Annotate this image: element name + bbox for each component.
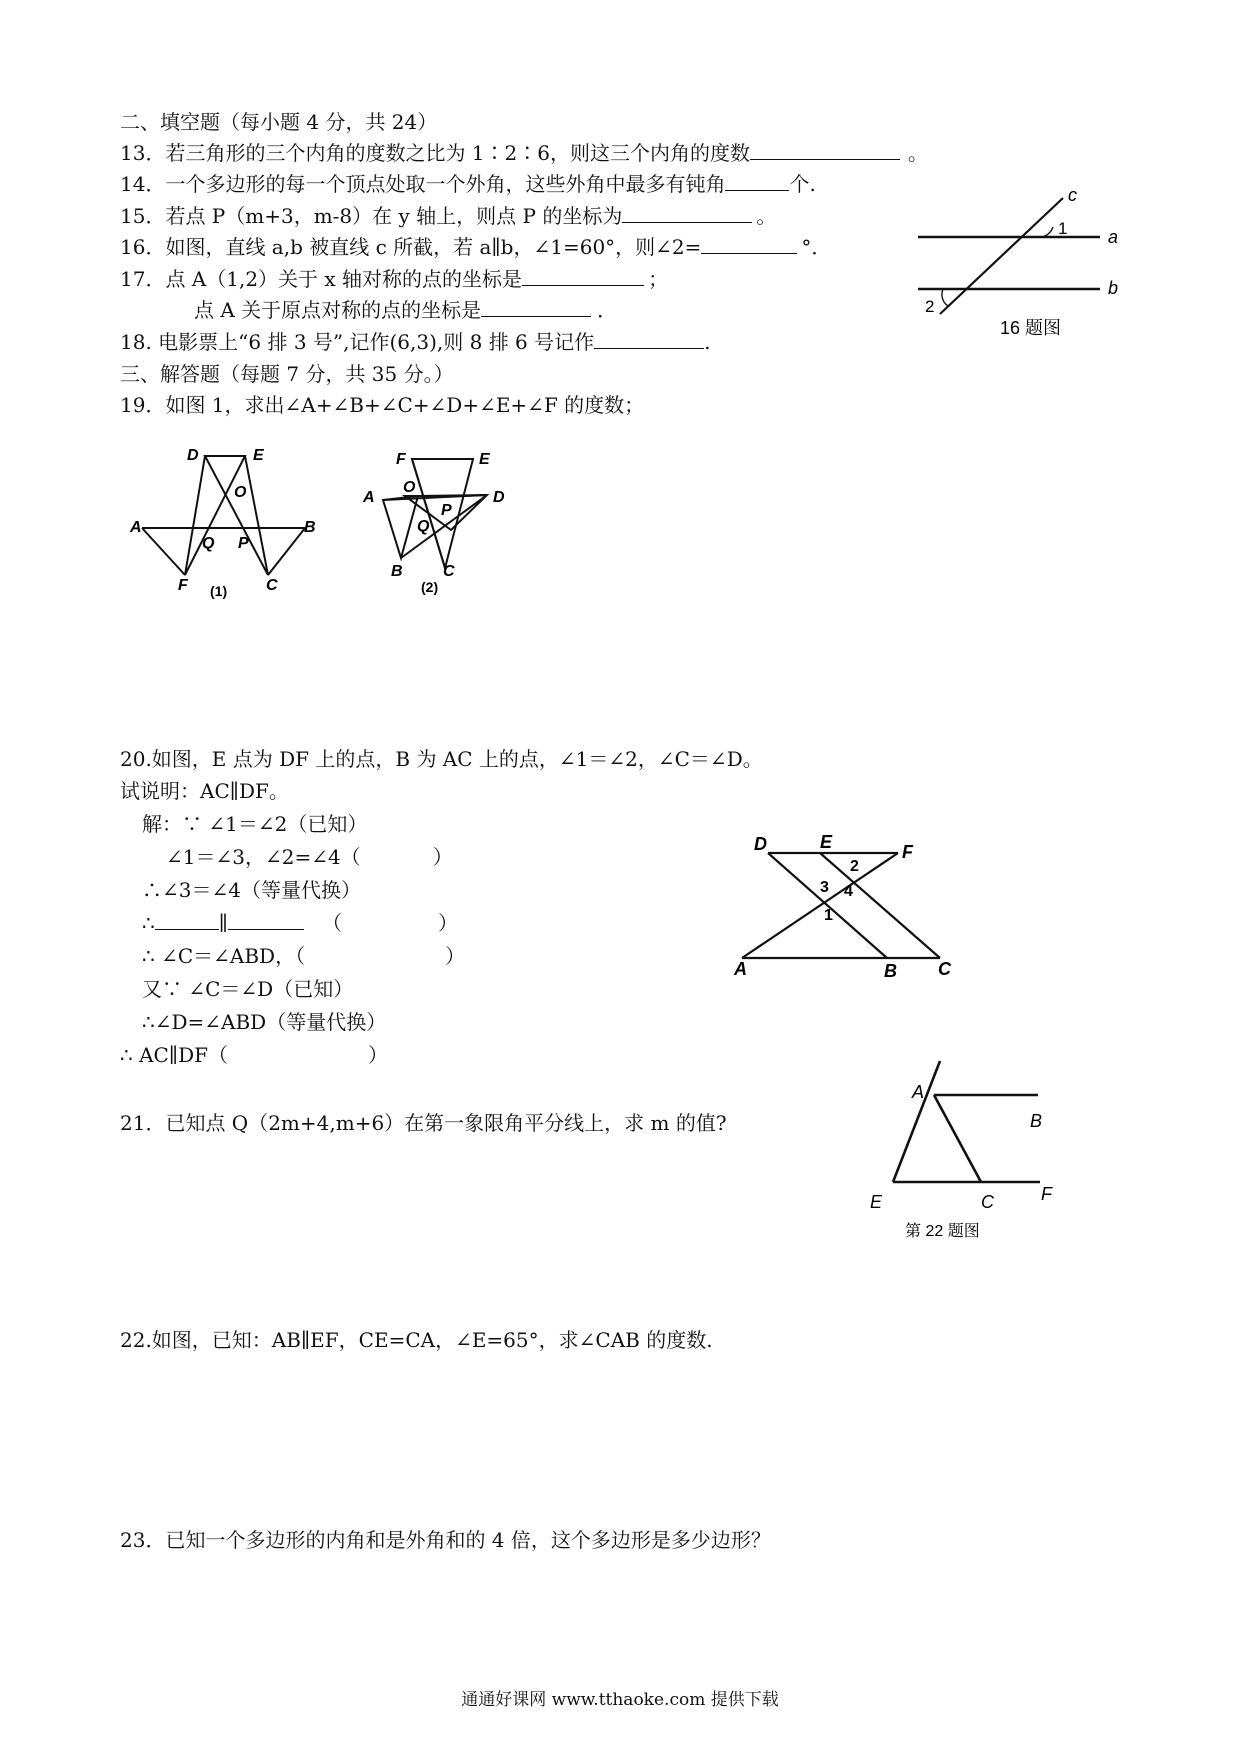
figure-19-1 (130, 440, 330, 610)
fig19-1-B: B (304, 519, 316, 536)
figure-20-svg (730, 830, 970, 980)
fig20-C: C (938, 959, 951, 979)
page-footer: 通通好课网 www.tthaoke.com 提供下载 (461, 1690, 779, 1710)
q18-blank[interactable] (594, 330, 704, 349)
q20-step8-text: ∴ AC∥DF（ (120, 1043, 228, 1067)
figure-19-2-svg (355, 440, 530, 610)
fig20-B: B (884, 961, 897, 980)
q18-text: 18. 电影票上“6 排 3 号”,记作(6,3),则 8 排 6 号记作 (120, 330, 595, 354)
q13-blank[interactable] (750, 141, 900, 160)
fig22-C: C (981, 1192, 994, 1212)
fig22-F: F (1041, 1184, 1052, 1204)
fig16-angle-1: 1 (1058, 219, 1068, 238)
q14-blank[interactable] (725, 172, 789, 191)
q18-end: . (704, 330, 711, 354)
fig16-label-a: a (1108, 227, 1119, 247)
figure-20 (730, 830, 970, 980)
q15-blank[interactable] (622, 204, 752, 223)
q16-text: 16．如图，直线 a,b 被直线 c 所截，若 a∥b，∠1=60°，则∠2= (120, 235, 702, 259)
fig19-2-D: D (493, 489, 505, 506)
fig19-2-Q: Q (417, 518, 430, 535)
question-13 (120, 140, 928, 166)
fig16-label-b: b (1108, 278, 1119, 298)
q14-end: 个. (789, 172, 816, 196)
section-2-title: 二、填空题（每小题 4 分，共 24） (120, 110, 438, 134)
question-21: 21．已知点 Q（2m+4,m+6）在第一象限角平分线上，求 m 的值? (120, 1111, 727, 1135)
figure-19-1-svg (130, 440, 330, 610)
fig16-caption: 16 题图 (1000, 318, 1062, 338)
q13-text: 13．若三角形的三个内角的度数之比为 1∶2∶6，则这三个内角的度数 (120, 141, 750, 165)
fig19-2-O: O (403, 479, 416, 496)
question-19: 19．如图 1，求出∠A+∠B+∠C+∠D+∠E+∠F 的度数； (120, 393, 645, 417)
q17b-blank[interactable] (481, 298, 591, 317)
q16-end: °． (801, 235, 832, 259)
fig20-F: F (902, 842, 913, 862)
fig19-1-A: A (130, 519, 142, 536)
fig19-2-C: C (443, 563, 455, 580)
q20-step5-text: ∴ ∠C＝∠ABD，（ (142, 944, 306, 968)
fig19-caption-2: (2) (421, 579, 439, 595)
fig19-1-Q: Q (202, 535, 215, 552)
fig19-1-F: F (178, 577, 188, 594)
q20-step2-end: ） (432, 845, 453, 869)
fig19-2-P: P (441, 502, 452, 519)
q20-step4 (142, 910, 458, 936)
q15-text: 15．若点 P（m+3，m-8）在 y 轴上，则点 P 的坐标为 (120, 204, 623, 228)
q20-step4-end: ） (437, 911, 458, 935)
fig19-1-E: E (253, 447, 264, 464)
fig20-angle-2: 2 (850, 858, 859, 875)
q20-step4-therefore: ∴ (142, 911, 155, 935)
fig16-label-c: c (1068, 190, 1077, 205)
fig22-B: B (1030, 1111, 1043, 1131)
figure-16 (900, 190, 1140, 350)
fig20-A: A (734, 959, 747, 979)
q13-end: 。 (907, 141, 928, 165)
question-23: 23．已知一个多边形的内角和是外角和的 4 倍，这个多边形是多少边形？ (120, 1528, 771, 1552)
q20-step8-end: ） (367, 1043, 388, 1067)
figure-19-2 (355, 440, 530, 610)
q20-step3: ∴∠3＝∠4（等量代换） (142, 878, 361, 902)
question-16 (120, 234, 831, 260)
question-22: 22.如图，已知：AB∥EF，CE=CA，∠E=65°，求∠CAB 的度数. (120, 1328, 713, 1352)
question-18 (120, 329, 711, 355)
fig22-E: E (870, 1192, 883, 1212)
q20-step2-text: ∠1＝∠3，∠2=∠4（ (166, 845, 361, 869)
q20-step4-parallel: ∥ (218, 911, 228, 935)
figure-16-svg (900, 190, 1140, 350)
q17b-end: ． (597, 298, 618, 322)
fig19-1-O: O (234, 484, 247, 501)
question-15 (120, 203, 776, 229)
fig19-caption-1: (1) (210, 583, 228, 599)
fig20-angle-1: 1 (824, 907, 833, 924)
section-3-title: 三、解答题（每题 7 分，共 35 分。） (120, 362, 454, 386)
q20-step5 (142, 943, 465, 969)
q20-line2: 试说明：AC∥DF。 (120, 779, 289, 803)
q15-end: 。 (756, 204, 777, 228)
figure-22 (865, 1055, 1065, 1245)
fig19-2-B: B (391, 563, 403, 580)
fig19-2-F: F (396, 451, 406, 468)
fig22-A: A (912, 1082, 925, 1102)
q14-text: 14．一个多边形的每一个顶点处取一个外角，这些外角中最多有钝角 (120, 172, 726, 196)
fig19-2-A: A (363, 489, 375, 506)
fig20-angle-4: 4 (844, 883, 853, 900)
q20-step8 (120, 1042, 388, 1068)
q17-blank[interactable] (522, 267, 644, 286)
q20-line1: 20.如图，E 点为 DF 上的点，B 为 AC 上的点，∠1＝∠2，∠C＝∠D。 (120, 747, 763, 771)
q20-step2 (166, 844, 453, 870)
q20-step4-open: （ (321, 911, 342, 935)
fig19-1-P: P (238, 535, 249, 552)
q17-end: ； (648, 267, 669, 291)
fig20-angle-3: 3 (820, 879, 829, 896)
fig22-caption: 第 22 题图 (905, 1223, 980, 1240)
fig20-E: E (820, 832, 833, 852)
fig16-angle-2: 2 (925, 297, 935, 316)
fig19-1-C: C (266, 577, 278, 594)
question-14 (120, 171, 816, 197)
question-17 (120, 266, 668, 292)
q20-step4-blank2[interactable] (228, 911, 304, 930)
question-17b (194, 297, 617, 323)
fig20-D: D (754, 834, 767, 854)
q20-step7: ∴∠D=∠ABD（等量代换） (142, 1010, 387, 1034)
fig19-2-E: E (479, 451, 490, 468)
q17-text: 17．点 A（1,2）关于 x 轴对称的点的坐标是 (120, 267, 523, 291)
q20-step1: 解：∵ ∠1＝∠2（已知） (142, 812, 368, 836)
q20-step5-end: ） (445, 944, 466, 968)
q17b-text: 点 A 关于原点对称的点的坐标是 (194, 298, 482, 322)
q16-blank[interactable] (701, 235, 797, 254)
q20-step6: 又∵ ∠C＝∠D（已知） (142, 977, 354, 1001)
fig19-1-D: D (187, 447, 199, 464)
figure-22-svg (865, 1055, 1065, 1245)
q20-step4-blank1[interactable] (155, 911, 219, 930)
